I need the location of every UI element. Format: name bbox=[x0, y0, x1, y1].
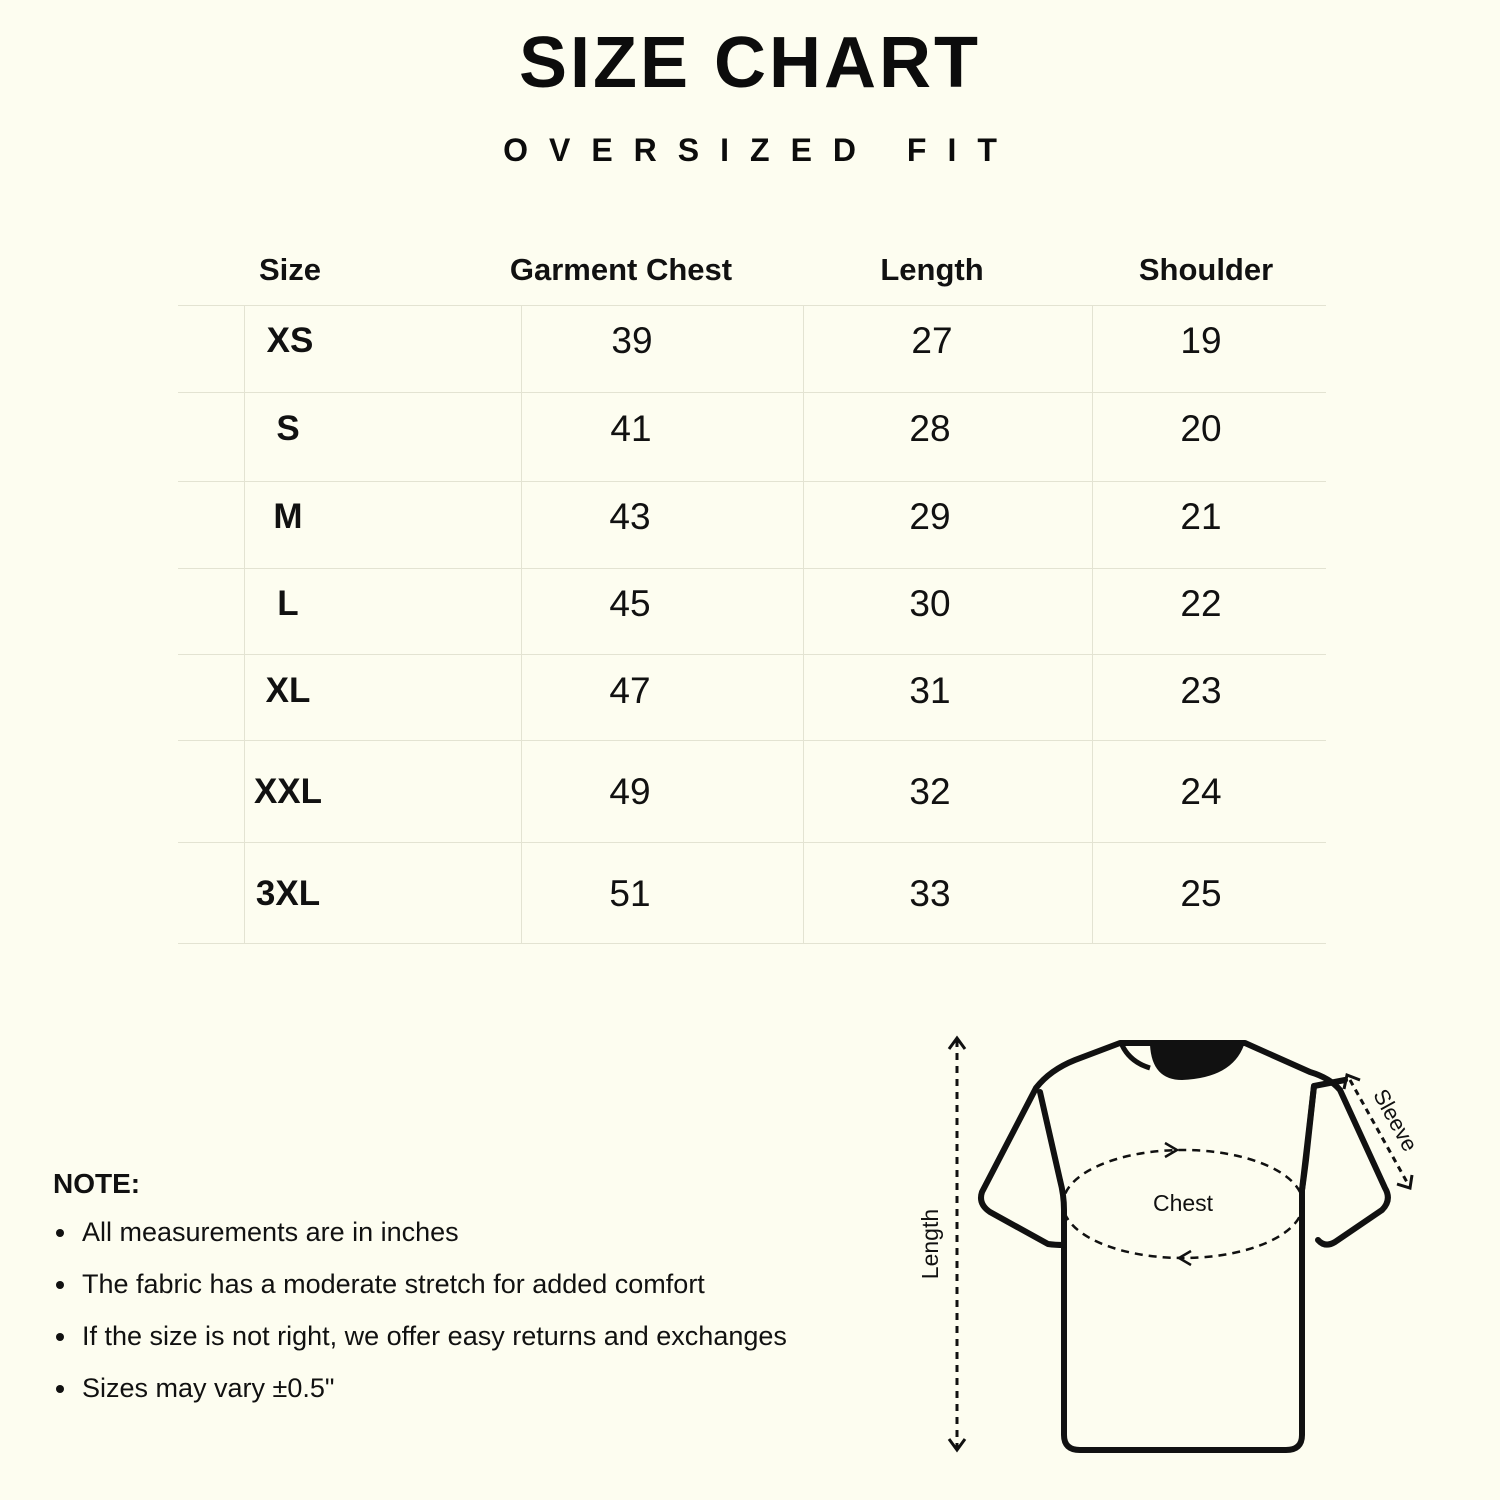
note-item: Sizes may vary ±0.5" bbox=[53, 1368, 787, 1420]
note-title: NOTE: bbox=[53, 1168, 141, 1199]
sleeve-label: Sleeve bbox=[1368, 1084, 1423, 1156]
page-title: SIZE CHART bbox=[519, 23, 981, 103]
column-header-shoulder: Shoulder bbox=[1138, 252, 1274, 287]
garment-chest-cell: 43 bbox=[609, 496, 651, 537]
tshirt-outline-icon bbox=[981, 1043, 1388, 1450]
row-divider bbox=[178, 740, 1326, 741]
page-subtitle: OVERSIZED FIT bbox=[503, 132, 1018, 168]
length-cell: 31 bbox=[909, 670, 951, 711]
length-cell: 33 bbox=[909, 873, 951, 914]
column-header-size: Size bbox=[258, 252, 322, 287]
note-item: If the size is not right, we offer easy returns and exchanges bbox=[53, 1316, 787, 1368]
shoulder-cell: 19 bbox=[1180, 320, 1222, 361]
size-cell: XS bbox=[266, 321, 314, 360]
column-divider bbox=[521, 305, 522, 944]
garment-chest-cell: 47 bbox=[609, 670, 651, 711]
length-cell: 27 bbox=[911, 320, 953, 361]
shoulder-cell: 20 bbox=[1180, 408, 1222, 449]
size-cell: 3XL bbox=[255, 874, 321, 913]
length-cell: 32 bbox=[909, 771, 951, 812]
note-item: The fabric has a moderate stretch for added comfort bbox=[53, 1264, 787, 1316]
note-item: All measurements are in inches bbox=[53, 1212, 787, 1264]
size-cell: XL bbox=[265, 671, 311, 710]
chest-label: Chest bbox=[1152, 1190, 1214, 1217]
tshirt-measurement-diagram bbox=[900, 1020, 1460, 1470]
row-divider bbox=[178, 568, 1326, 569]
garment-chest-cell: 51 bbox=[609, 873, 651, 914]
size-cell: L bbox=[277, 584, 299, 623]
row-divider bbox=[178, 481, 1326, 482]
row-divider bbox=[178, 305, 1326, 306]
row-divider bbox=[178, 392, 1326, 393]
column-header-garment-chest: Garment Chest bbox=[509, 252, 733, 287]
length-cell: 30 bbox=[909, 583, 951, 624]
length-cell: 29 bbox=[909, 496, 951, 537]
garment-chest-cell: 49 bbox=[609, 771, 651, 812]
garment-chest-cell: 39 bbox=[611, 320, 653, 361]
row-divider bbox=[178, 842, 1326, 843]
shoulder-cell: 23 bbox=[1180, 670, 1222, 711]
shoulder-cell: 24 bbox=[1180, 771, 1222, 812]
shoulder-cell: 22 bbox=[1180, 583, 1222, 624]
column-divider bbox=[803, 305, 804, 944]
column-divider bbox=[1092, 305, 1093, 944]
column-header-length: Length bbox=[880, 252, 984, 287]
collar-back-line bbox=[1122, 1045, 1150, 1068]
size-cell: XXL bbox=[253, 772, 323, 811]
garment-chest-cell: 41 bbox=[610, 408, 652, 449]
shoulder-cell: 21 bbox=[1180, 496, 1222, 537]
length-cell: 28 bbox=[909, 408, 951, 449]
size-cell: M bbox=[273, 497, 303, 536]
length-arrow-icon bbox=[949, 1038, 965, 1450]
size-cell: S bbox=[276, 409, 300, 448]
tshirt-collar-icon bbox=[1150, 1045, 1244, 1080]
length-label: Length bbox=[917, 1208, 944, 1280]
shoulder-cell: 25 bbox=[1180, 873, 1222, 914]
row-divider bbox=[178, 943, 1326, 944]
note-list bbox=[53, 1212, 787, 1420]
column-divider bbox=[244, 305, 245, 944]
garment-chest-cell: 45 bbox=[609, 583, 651, 624]
row-divider bbox=[178, 654, 1326, 655]
